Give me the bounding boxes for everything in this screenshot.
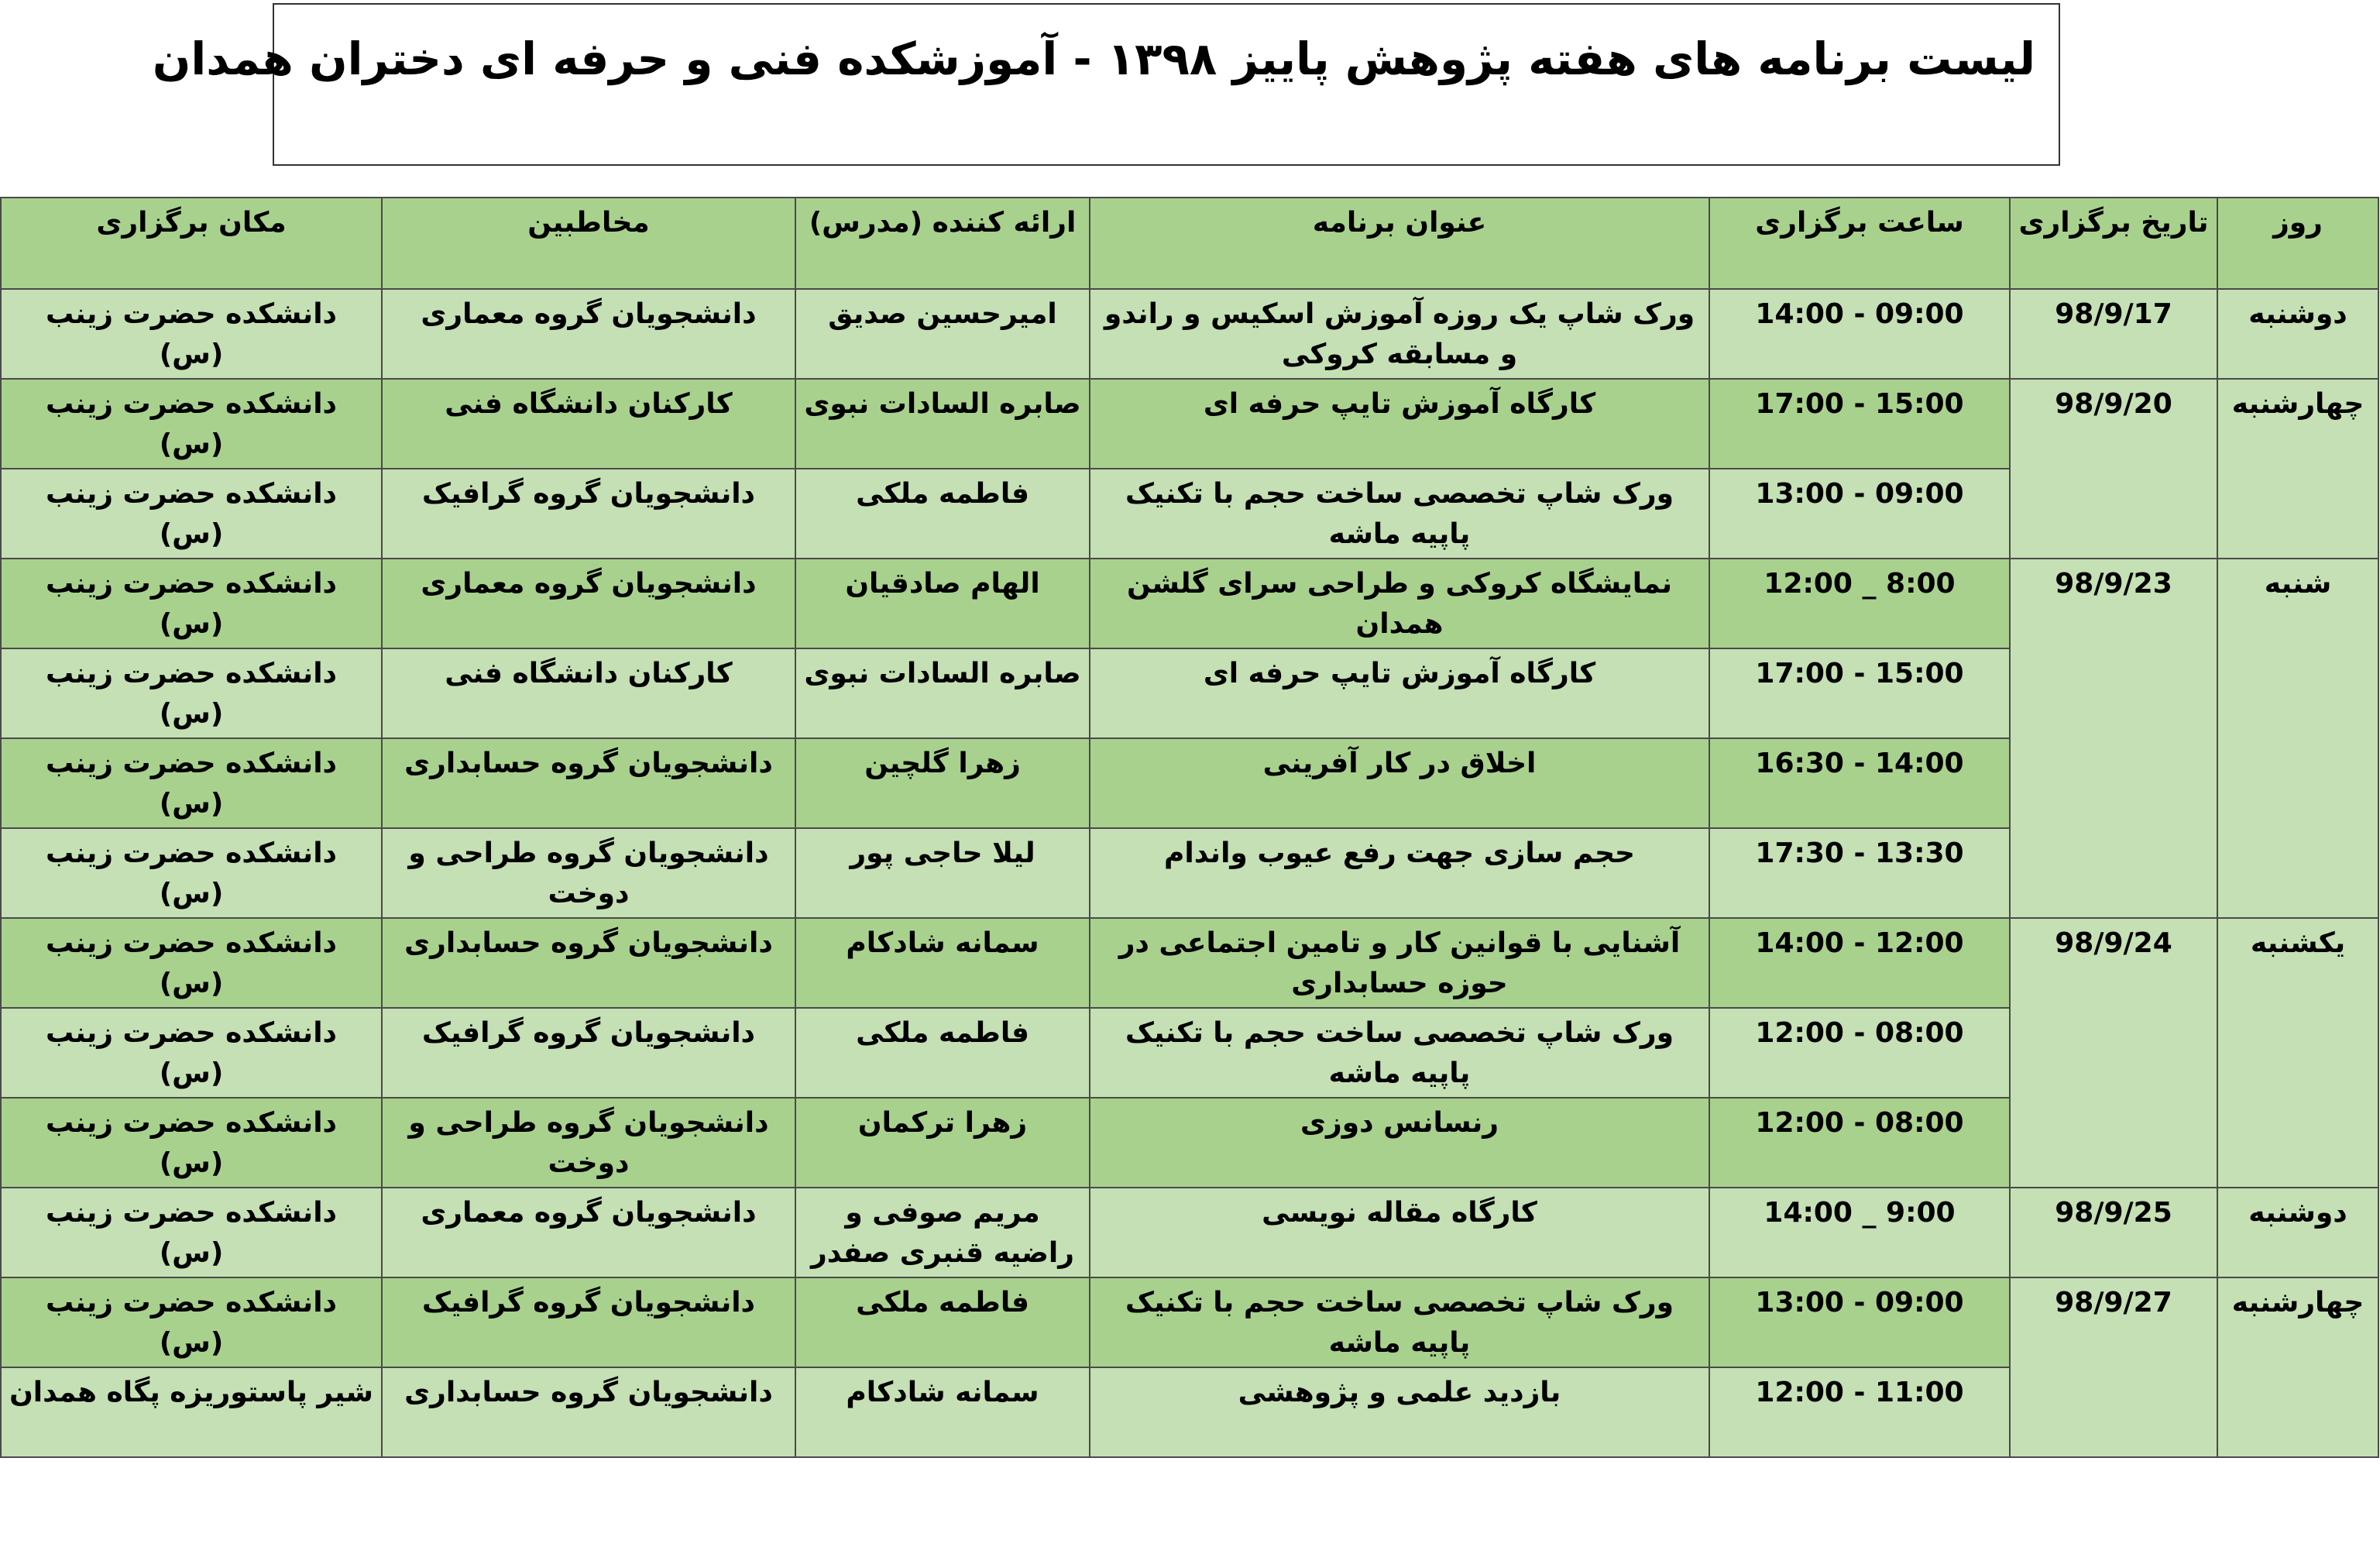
audience-cell: دانشجویان گروه گرافیک xyxy=(382,469,795,559)
header-row xyxy=(1,198,2378,289)
time-cell: 17:00 - 15:00 xyxy=(1709,648,2010,738)
presenter-cell: سمانه شادکام xyxy=(795,1367,1090,1457)
day-cell: یکشنبه xyxy=(2217,918,2378,1188)
program-cell: کارگاه آموزش تایپ حرفه ای xyxy=(1090,648,1709,738)
venue-cell: دانشکده حضرت زینب (س) xyxy=(1,1098,382,1188)
table-row xyxy=(1,918,2378,1008)
table-row xyxy=(1,559,2378,648)
time-cell: 17:00 - 15:00 xyxy=(1709,379,2010,469)
venue-cell: دانشکده حضرت زینب (س) xyxy=(1,738,382,828)
audience-cell: دانشجویان گروه گرافیک xyxy=(382,1008,795,1098)
time-cell: 14:00 - 12:00 xyxy=(1709,918,2010,1008)
venue-cell: دانشکده حضرت زینب (س) xyxy=(1,1277,382,1367)
page-title: لیست برنامه های هفته پژوهش پاییز ۱۳۹۸ - آموزشکده فنی و حرفه ای دختران همدان xyxy=(152,33,2035,85)
presenter-cell: امیرحسین صدیق xyxy=(795,289,1090,379)
audience-cell: دانشجویان گروه طراحی و دوخت xyxy=(382,1098,795,1188)
venue-cell: دانشکده حضرت زینب (س) xyxy=(1,648,382,738)
audience-cell: دانشجویان گروه حسابداری xyxy=(382,738,795,828)
header-audience: مخاطبین xyxy=(382,198,795,289)
header-presenter: ارائه کننده (مدرس) xyxy=(795,198,1090,289)
time-cell: 13:00 - 09:00 xyxy=(1709,1277,2010,1367)
date-cell: 98/9/27 xyxy=(2010,1277,2217,1457)
program-cell: بازدید علمی و پژوهشی xyxy=(1090,1367,1709,1457)
time-cell: 13:00 - 09:00 xyxy=(1709,469,2010,559)
venue-cell: دانشکده حضرت زینب (س) xyxy=(1,828,382,918)
table-row xyxy=(1,1188,2378,1277)
date-cell: 98/9/25 xyxy=(2010,1188,2217,1277)
venue-cell: دانشکده حضرت زینب (س) xyxy=(1,1008,382,1098)
audience-cell: دانشجویان گروه حسابداری xyxy=(382,1367,795,1457)
time-cell: 12:00 _ 8:00 xyxy=(1709,559,2010,648)
program-cell: ورک شاپ تخصصی ساخت حجم با تکنیک پاپیه ماشه xyxy=(1090,1277,1709,1367)
audience-cell: دانشجویان گروه معماری xyxy=(382,559,795,648)
header-venue: مکان برگزاری xyxy=(1,198,382,289)
program-cell: کارگاه آموزش تایپ حرفه ای xyxy=(1090,379,1709,469)
presenter-cell: مریم صوفی و راضیه قنبری صفدر xyxy=(795,1188,1090,1277)
presenter-cell: لیلا حاجی پور xyxy=(795,828,1090,918)
venue-cell: دانشکده حضرت زینب (س) xyxy=(1,469,382,559)
program-cell: اخلاق در کار آفرینی xyxy=(1090,738,1709,828)
venue-cell: شیر پاستوریزه پگاه همدان xyxy=(1,1367,382,1457)
presenter-cell: فاطمه ملکی xyxy=(795,469,1090,559)
day-cell: دوشنبه xyxy=(2217,289,2378,379)
table-row xyxy=(1,1277,2378,1367)
venue-cell: دانشکده حضرت زینب (س) xyxy=(1,289,382,379)
audience-cell: کارکنان دانشگاه فنی xyxy=(382,379,795,469)
presenter-cell: صابره السادات نبوی xyxy=(795,379,1090,469)
date-cell: 98/9/23 xyxy=(2010,559,2217,918)
audience-cell: دانشجویان گروه گرافیک xyxy=(382,1277,795,1367)
day-cell: دوشنبه xyxy=(2217,1188,2378,1277)
program-cell: ورک شاپ یک روزه آموزش اسکیس و راندو و مسابقه کروکی xyxy=(1090,289,1709,379)
date-cell: 98/9/17 xyxy=(2010,289,2217,379)
presenter-cell: الهام صادقیان xyxy=(795,559,1090,648)
day-cell: چهارشنبه xyxy=(2217,1277,2378,1457)
program-cell: ورک شاپ تخصصی ساخت حجم با تکنیک پاپیه ماشه xyxy=(1090,469,1709,559)
header-program: عنوان برنامه xyxy=(1090,198,1709,289)
audience-cell: کارکنان دانشگاه فنی xyxy=(382,648,795,738)
header-time: ساعت برگزاری xyxy=(1709,198,2010,289)
time-cell: 12:00 - 11:00 xyxy=(1709,1367,2010,1457)
presenter-cell: فاطمه ملکی xyxy=(795,1008,1090,1098)
program-cell: حجم سازی جهت رفع عیوب واندام xyxy=(1090,828,1709,918)
presenter-cell: زهرا ترکمان xyxy=(795,1098,1090,1188)
program-cell: ورک شاپ تخصصی ساخت حجم با تکنیک پاپیه ماشه xyxy=(1090,1008,1709,1098)
program-cell: کارگاه مقاله نویسی xyxy=(1090,1188,1709,1277)
time-cell: 14:00 - 09:00 xyxy=(1709,289,2010,379)
audience-cell: دانشجویان گروه طراحی و دوخت xyxy=(382,828,795,918)
venue-cell: دانشکده حضرت زینب (س) xyxy=(1,1188,382,1277)
time-cell: 16:30 - 14:00 xyxy=(1709,738,2010,828)
schedule-table xyxy=(0,197,2379,1458)
date-cell: 98/9/24 xyxy=(2010,918,2217,1188)
table-row xyxy=(1,289,2378,379)
audience-cell: دانشجویان گروه معماری xyxy=(382,289,795,379)
presenter-cell: فاطمه ملکی xyxy=(795,1277,1090,1367)
presenter-cell: زهرا گلچین xyxy=(795,738,1090,828)
venue-cell: دانشکده حضرت زینب (س) xyxy=(1,379,382,469)
time-cell: 17:30 - 13:30 xyxy=(1709,828,2010,918)
day-cell: شنبه xyxy=(2217,559,2378,918)
program-cell: نمایشگاه کروکی و طراحی سرای گلشن همدان xyxy=(1090,559,1709,648)
venue-cell: دانشکده حضرت زینب (س) xyxy=(1,918,382,1008)
header-date: تاریخ برگزاری xyxy=(2010,198,2217,289)
audience-cell: دانشجویان گروه حسابداری xyxy=(382,918,795,1008)
presenter-cell: صابره السادات نبوی xyxy=(795,648,1090,738)
audience-cell: دانشجویان گروه معماری xyxy=(382,1188,795,1277)
date-cell: 98/9/20 xyxy=(2010,379,2217,559)
table-row xyxy=(1,379,2378,469)
title-box xyxy=(152,3,2060,166)
presenter-cell: سمانه شادکام xyxy=(795,918,1090,1008)
header-day: روز xyxy=(2217,198,2378,289)
time-cell: 12:00 - 08:00 xyxy=(1709,1098,2010,1188)
program-cell: آشنایی با قوانین کار و تامین اجتماعی در حوزه حسابداری xyxy=(1090,918,1709,1008)
time-cell: 14:00 _ 9:00 xyxy=(1709,1188,2010,1277)
venue-cell: دانشکده حضرت زینب (س) xyxy=(1,559,382,648)
day-cell: چهارشنبه xyxy=(2217,379,2378,559)
time-cell: 12:00 - 08:00 xyxy=(1709,1008,2010,1098)
program-cell: رنسانس دوزی xyxy=(1090,1098,1709,1188)
